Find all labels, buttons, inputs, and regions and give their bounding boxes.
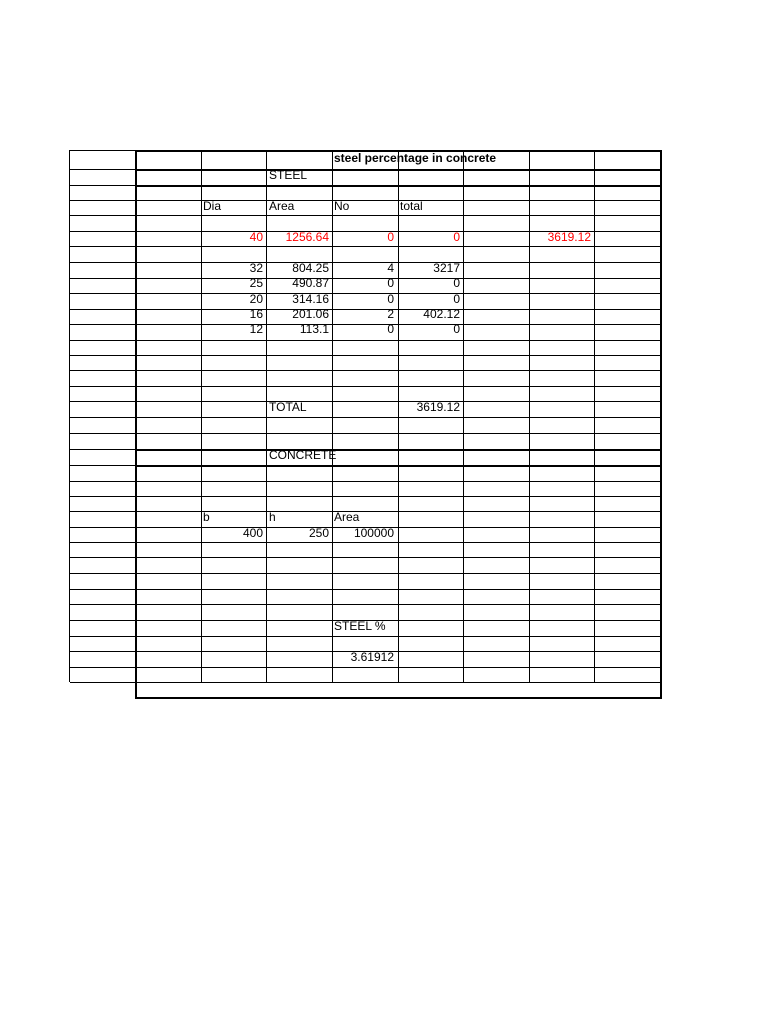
column-header-h: h: [269, 510, 276, 524]
grid-row-line: [70, 386, 135, 387]
grid-row-line: [70, 589, 135, 590]
highlight-area: 1256.64: [285, 230, 329, 244]
row-area: 804.25: [292, 261, 329, 275]
grid-border-bottom: [135, 697, 661, 699]
grid-row-line: [70, 604, 135, 605]
grid-row-line: [70, 278, 135, 279]
row-no: 0: [387, 322, 394, 336]
steel-percent-label: STEEL %: [334, 619, 386, 633]
row-dia: 20: [249, 292, 263, 306]
grid-row-line: [70, 231, 135, 232]
grid-row-line: [70, 682, 135, 683]
row-total: 402.12: [423, 307, 460, 321]
grid-row-line: [70, 620, 135, 621]
grid-row-line: [70, 340, 135, 341]
grid-row-line: [70, 433, 135, 434]
highlight-dia: 40: [249, 230, 263, 244]
row-area: 113.1: [299, 322, 329, 336]
grid-row-line: [70, 215, 135, 216]
grid-column-line: [660, 150, 662, 699]
row-no: 4: [387, 261, 394, 275]
grid-row-line: [70, 496, 135, 497]
grid-row-line: [70, 200, 135, 201]
grid-row-line: [70, 651, 135, 652]
highlight-total: 0: [453, 230, 460, 244]
column-header-concrete-area: Area: [334, 510, 360, 524]
row-total: 0: [453, 276, 460, 290]
column-header-no: No: [334, 199, 350, 213]
row-dia: 16: [249, 307, 263, 321]
grid-left-edge: [69, 150, 70, 682]
row-dia: 32: [249, 261, 263, 275]
highlight-no: 0: [387, 230, 394, 244]
grid-row-line: [70, 542, 135, 543]
concrete-section-header: CONCRETE: [269, 448, 337, 462]
grid-row-line: [70, 309, 135, 310]
grid-row-line: [70, 636, 135, 637]
row-total: 0: [453, 292, 460, 306]
grid-row-line: [70, 185, 135, 186]
row-area: 201.06: [292, 307, 329, 321]
grid-row-line: [70, 527, 135, 528]
grid-row-line: [70, 324, 135, 325]
row-no: 0: [387, 276, 394, 290]
grid-column-line: [463, 150, 464, 682]
row-dia: 12: [249, 322, 263, 336]
grid-row-line: [70, 169, 135, 170]
grid-row-line: [70, 511, 135, 512]
total-label: TOTAL: [269, 400, 307, 414]
row-area: 314.16: [292, 292, 329, 306]
grid-row-line: [70, 557, 135, 558]
row-total: 3217: [433, 261, 460, 275]
total-value: 3619.12: [416, 400, 460, 414]
grid-column-line: [135, 150, 137, 699]
column-header-dia: Dia: [203, 199, 222, 213]
grid-row-line: [70, 293, 135, 294]
steel-section-header: STEEL: [269, 168, 308, 182]
grid-row-line: [70, 667, 135, 668]
grid-column-line: [594, 150, 595, 682]
b-value: 400: [242, 526, 263, 540]
grid-row-line: [70, 262, 135, 263]
grid-row-line: [70, 150, 135, 151]
column-header-b: b: [203, 510, 210, 524]
grid-row-line: [70, 481, 135, 482]
grid-row-line: [135, 682, 661, 683]
row-no: 0: [387, 292, 394, 306]
sheet-title: steel percentage in concrete: [334, 151, 497, 165]
grid-row-line: [70, 573, 135, 574]
row-no: 2: [387, 307, 394, 321]
grid-row-line: [70, 417, 135, 418]
highlight-sum: 3619.12: [547, 230, 591, 244]
grid-row-line: [70, 246, 135, 247]
concrete-area-value: 100000: [353, 526, 394, 540]
grid-row-line: [70, 370, 135, 371]
column-header-area: Area: [269, 199, 295, 213]
row-total: 0: [453, 322, 460, 336]
grid-row-line: [70, 465, 135, 466]
h-value: 250: [308, 526, 329, 540]
grid-row-line: [70, 355, 135, 356]
row-dia: 25: [249, 276, 263, 290]
row-area: 490.87: [292, 276, 329, 290]
steel-percent-value: 3.61912: [350, 650, 394, 664]
grid-row-line: [70, 449, 135, 450]
column-header-total: total: [400, 199, 423, 213]
grid-row-line: [70, 401, 135, 402]
